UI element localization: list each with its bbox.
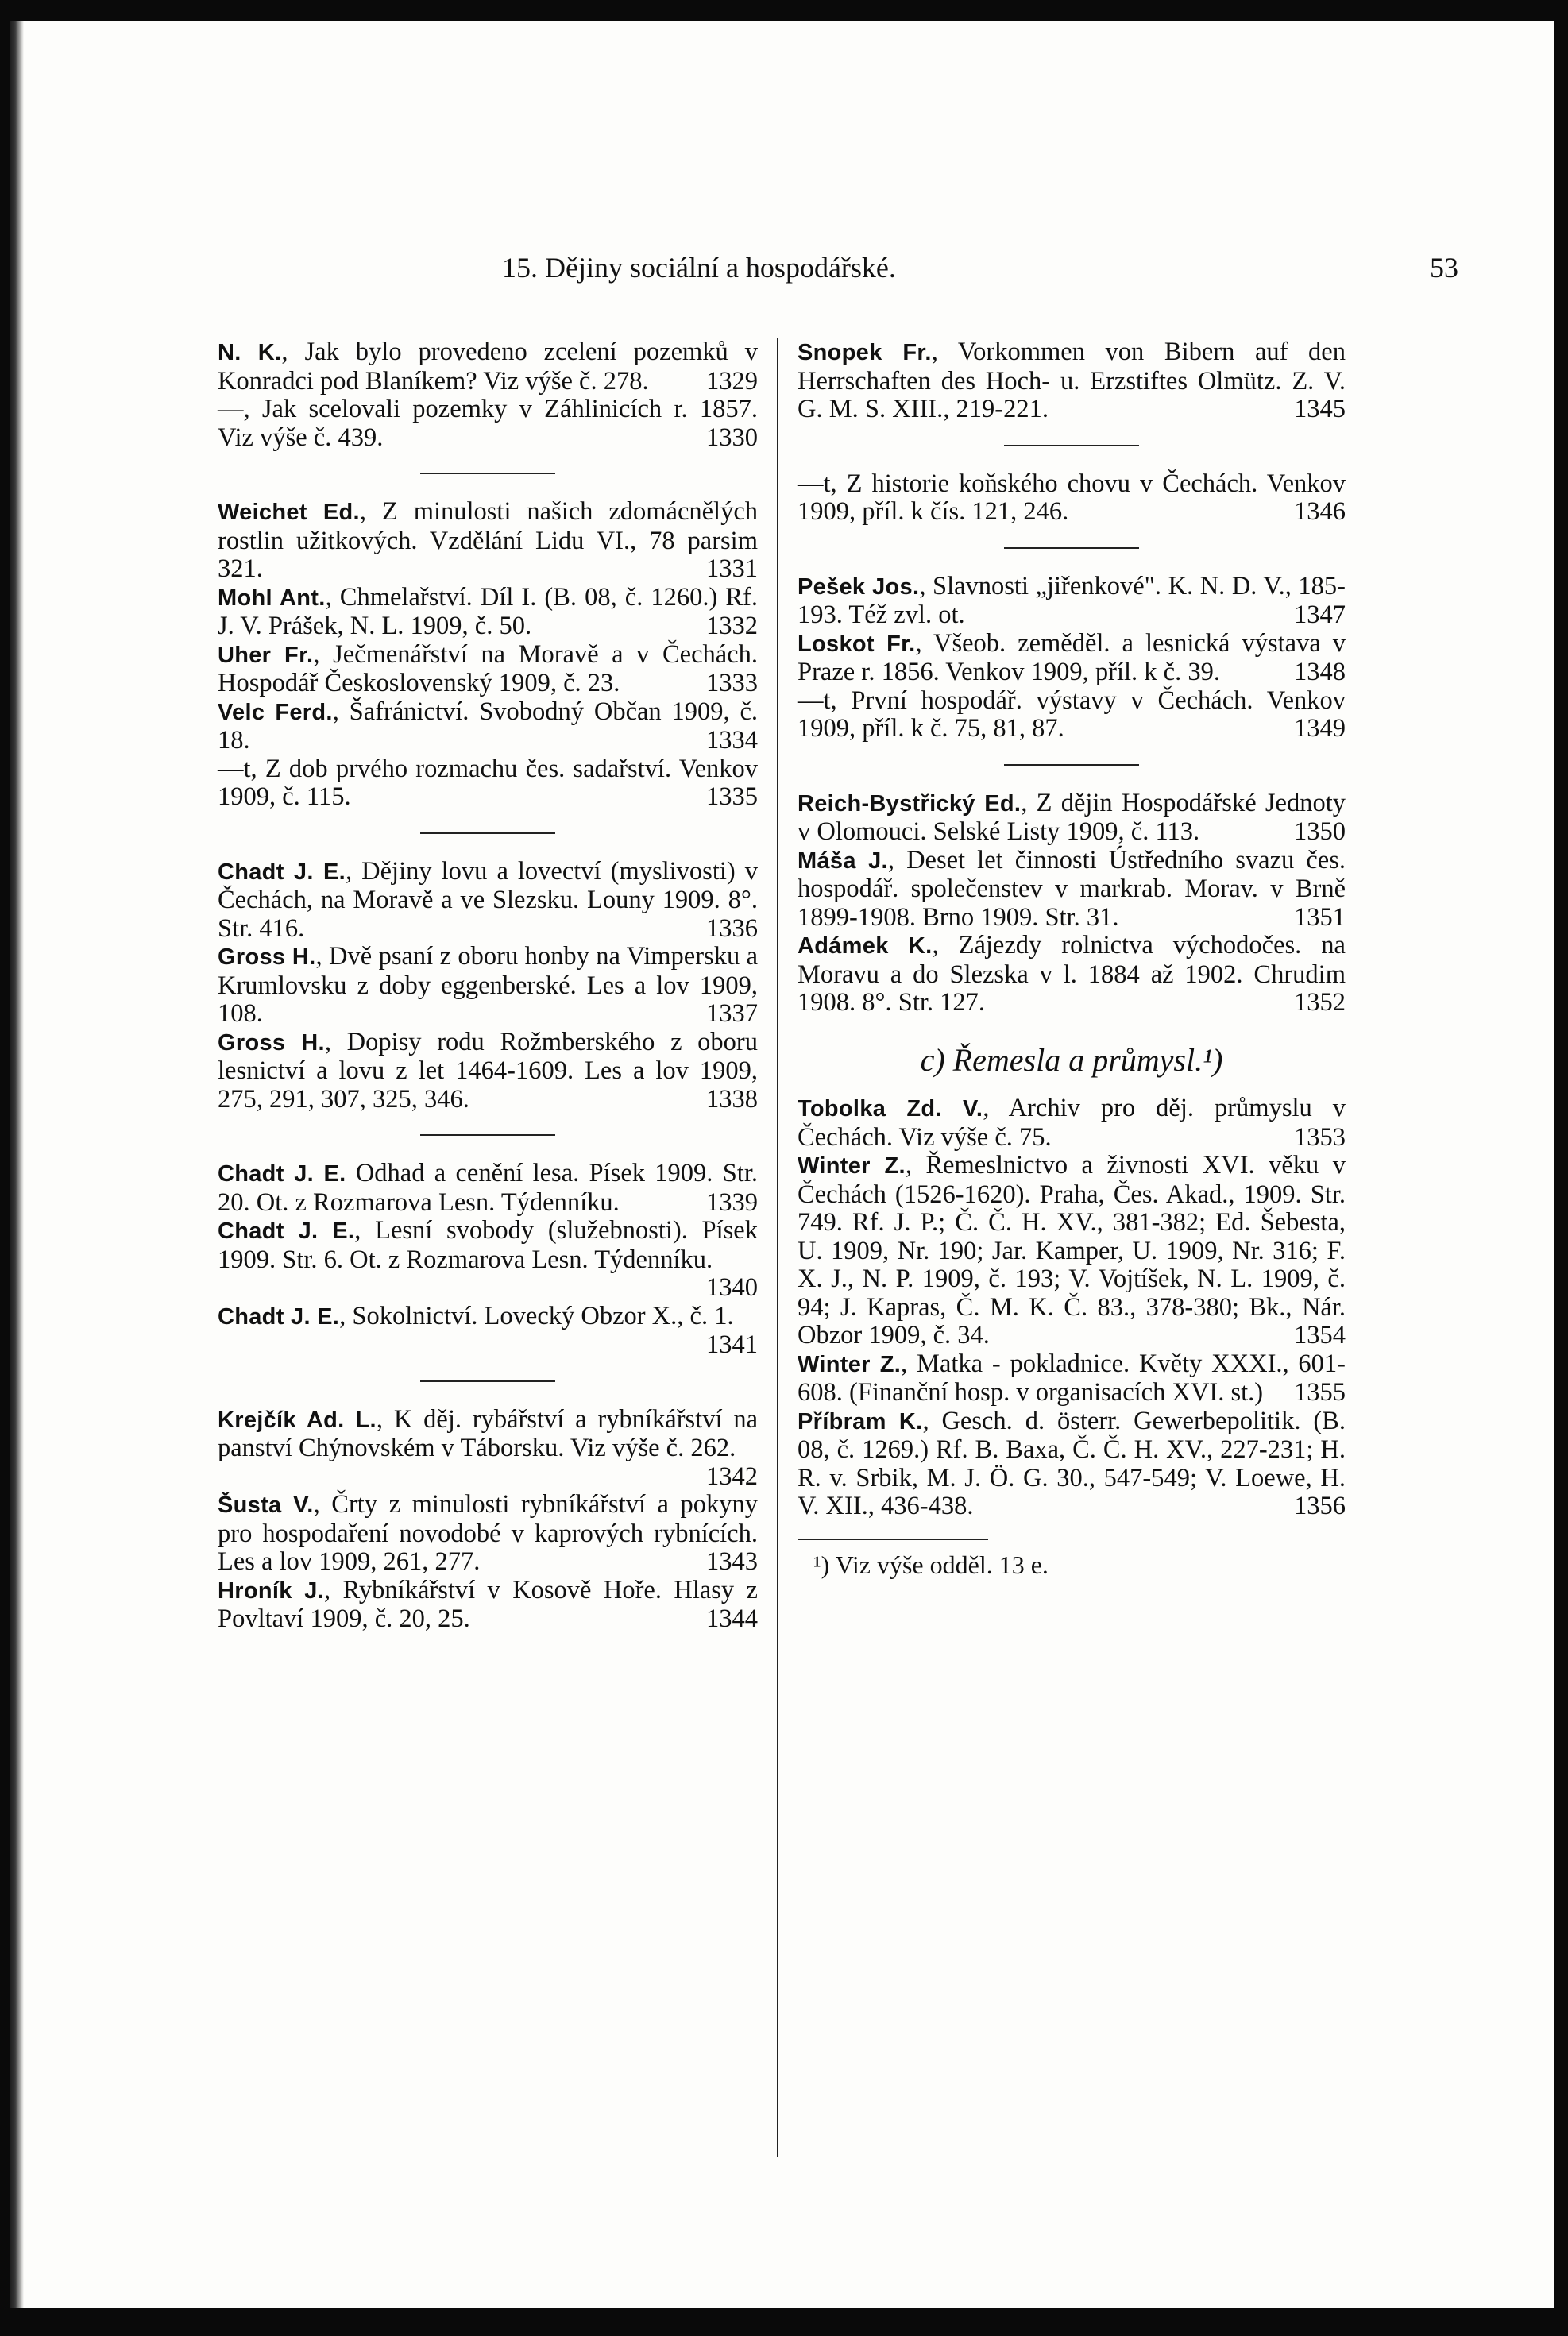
entry-text: , Gesch. d. österr. Gewerbepolitik. (B. 08, č. 1269.) Rf. B. Baxa, Č. Č. H. XV., 227-231; H. R. v. Srbik, M. J. Ö. G. 30., 547-549; V. Loewe, H. V. XII., 436-438. — [798, 1406, 1346, 1520]
entry-author: Snopek Fr. — [798, 340, 932, 365]
bibliography-entry — [218, 1160, 758, 1217]
entry-number: 1356 — [1294, 1492, 1346, 1520]
entry-author: Příbram K. — [798, 1408, 923, 1434]
entry-author: Chadt J. E. — [218, 859, 346, 885]
entry-text: , Dvě psaní z oboru honby na Vimpersku a Krumlovsku z doby eggenberské. Les a lov 1909, 108. — [218, 942, 759, 1028]
entry-author: Winter Z. — [798, 1153, 906, 1179]
page-number: 53 — [1430, 252, 1458, 284]
entry-number: 1331 — [706, 554, 758, 583]
bibliography-entry — [218, 641, 758, 698]
entry-text: , Archiv pro děj. průmyslu v Čechách. Viz výše č. 75. — [798, 1094, 1346, 1152]
bibliography-entry — [218, 584, 758, 641]
entry-text: Odhad a cenění lesa. Písek 1909. Str. 20. Ot. z Rozmarova Lesn. Týdenníku. — [218, 1159, 758, 1217]
bibliography-entry — [798, 790, 1346, 847]
book-spine-shadow — [10, 21, 24, 2308]
bibliography-entry — [798, 338, 1346, 424]
entry-text: , Rybníkářství v Kosově Hoře. Hlasy z Povltaví 1909, č. 20, 25. — [218, 1575, 758, 1633]
entry-number: 1354 — [1294, 1321, 1346, 1349]
entry-text: , Slavnosti „jiřenkové". K. N. D. V., 185-193. Též zvl. ot. — [798, 571, 1346, 629]
entry-number: 1333 — [706, 669, 758, 697]
entry-text: , K děj. rybářství a rybníkářství na panství Chýnovském v Táborsku. Viz výše č. 262. — [218, 1404, 758, 1462]
bibliography-entry — [218, 698, 758, 755]
entry-author: Reich-Bystřický Ed. — [798, 790, 1022, 817]
entry-text: —t, Z dob prvého rozmachu čes. sadařství. Venkov 1909, č. 115. — [218, 754, 758, 811]
entry-author: Mohl Ant. — [218, 585, 326, 611]
bibliography-entry — [798, 630, 1346, 687]
entry-number: 1344 — [706, 1604, 758, 1633]
entry-number: 1343 — [706, 1547, 758, 1576]
entry-number: 1355 — [1294, 1378, 1346, 1407]
bibliography-entry — [218, 1303, 758, 1360]
entry-text: , Matka - pokladnice. Květy XXXI., 601-608. (Finanční hosp. v organisacích XVI. st.) — [798, 1349, 1346, 1407]
entry-author: Krejčík Ad. L. — [218, 1407, 377, 1433]
left-column — [218, 338, 758, 1634]
entry-text: , Z dějin Hospodářské Jednoty v Olomouci. Selské Listy 1909, č. 113. — [798, 788, 1346, 846]
entry-text: , Lesní svobody (služebnosti). Písek 1909. Str. 6. Ot. z Rozmarova Lesn. Týdenníku. — [218, 1216, 758, 1274]
entry-author: Gross H. — [218, 1029, 325, 1056]
footnote: ¹) Viz výše odděl. 13 e. — [813, 1550, 1049, 1579]
bibliography-entry — [218, 943, 758, 1029]
entry-text: , Dopisy rodu Rožmberského z oboru lesnictví a lovu z let 1464-1609. Les a lov 1909, 275, 291, 307, 325, 346. — [218, 1027, 758, 1114]
column-divider — [777, 338, 778, 2157]
section-separator — [420, 1134, 555, 1136]
entry-number: 1341 — [706, 1330, 758, 1359]
section-separator — [1004, 764, 1139, 766]
bibliography-entry — [218, 858, 758, 944]
entry-text: , Chmelařství. Díl I. (B. 08, č. 1260.) Rf. J. V. Prášek, N. L. 1909, č. 50. — [218, 582, 758, 640]
entry-number: 1338 — [706, 1084, 758, 1114]
entry-number: 1353 — [1294, 1122, 1346, 1152]
entry-text: , Vorkommen von Bibern auf den Herrschaften des Hoch- u. Erzstiftes Olmütz. Z. V. G. M. S. XIII., 219-221. — [798, 338, 1346, 423]
entry-author: Máša J. — [798, 848, 888, 874]
bibliography-entry — [798, 1407, 1346, 1521]
right-column — [798, 338, 1346, 1579]
entry-text: , Zájezdy rolnictva východočes. na Moravu a do Slezska v l. 1884 až 1902. Chrudim 1908. 8°. Str. 127. — [798, 931, 1346, 1017]
bibliography-entry — [218, 498, 758, 584]
entry-author: Loskot Fr. — [798, 631, 916, 657]
entry-number: 1348 — [1294, 658, 1346, 686]
entry-number: 1351 — [1294, 902, 1346, 932]
entry-number: 1329 — [706, 366, 758, 396]
entry-author: Winter Z. — [798, 1351, 902, 1377]
entry-author: Uher Fr. — [218, 642, 314, 668]
bibliography-entry — [218, 1491, 758, 1577]
bibliography-entry — [798, 847, 1346, 932]
entry-number: 1334 — [706, 726, 758, 755]
section-separator — [1004, 445, 1139, 446]
entry-author: N. K. — [218, 340, 282, 365]
entry-text: , Deset let činnosti Ústředního svazu čes. hospodář. společenstev v markrab. Morav. v Brně 1899-1908. Brno 1909. Str. 31. — [798, 845, 1346, 932]
entry-text: , Jak bylo provedeno zcelení pozemků v Konradci pod Blaníkem? Viz výše č. 278. — [218, 338, 758, 396]
section-separator — [420, 1380, 555, 1382]
entry-text: —t, Z historie koňského chovu v Čechách. Venkov 1909, příl. k čís. 121, 246. — [798, 469, 1346, 526]
bibliography-entry — [218, 755, 758, 812]
bibliography-entry — [218, 1217, 758, 1303]
document-page — [10, 21, 1554, 2308]
entry-number: 1347 — [1294, 600, 1346, 629]
entry-number: 1350 — [1294, 817, 1346, 846]
bibliography-entry — [218, 396, 758, 452]
section-separator — [1004, 547, 1139, 549]
entry-author: Pešek Jos. — [798, 573, 920, 600]
entry-number: 1336 — [706, 913, 758, 943]
section-separator — [420, 832, 555, 834]
bibliography-entry — [798, 470, 1346, 527]
running-title: 15. Dějiny sociální a hospodářské. — [502, 252, 896, 284]
entry-author: Weichet Ed. — [218, 500, 360, 525]
bibliography-entry — [218, 1577, 758, 1634]
bibliography-entry — [798, 1350, 1346, 1407]
section-separator — [420, 473, 555, 474]
entry-author: Chadt J. E. — [218, 1303, 340, 1330]
entry-number: 1330 — [706, 423, 758, 452]
entry-number: 1346 — [1294, 497, 1346, 526]
entry-number: 1337 — [706, 999, 758, 1028]
entry-number: 1342 — [706, 1461, 758, 1491]
entry-author: Gross H. — [218, 944, 316, 970]
entry-number: 1335 — [706, 782, 758, 811]
bibliography-entry — [798, 573, 1346, 630]
entry-text: , Z minulosti našich zdomácnělých rostlin užitkových. Vzdělání Lidu VI., 78 parsim 321. — [218, 497, 759, 583]
entry-author: Velc Ferd. — [218, 699, 333, 725]
entry-text: , Črty z minulosti rybníkářství a pokyny pro hospodaření novodobé v kaprových rybnících. Les a lov 1909, 261, 277. — [218, 1490, 758, 1576]
entry-text: , Šafránictví. Svobodný Občan 1909, č. 18. — [218, 697, 759, 755]
bibliography-entry — [218, 338, 758, 396]
section-heading: c) Řemesla a průmysl.¹) — [920, 1041, 1223, 1078]
bibliography-entry — [218, 1029, 758, 1114]
entry-number: 1345 — [1294, 395, 1346, 423]
entry-author: Hroník J. — [218, 1577, 325, 1604]
entry-text: , Všeob. zeměděl. a lesnická výstava v Praze r. 1856. Venkov 1909, příl. k č. 39. — [798, 628, 1346, 686]
entry-number: 1352 — [1294, 988, 1346, 1017]
entry-author: Adámek K. — [798, 933, 933, 959]
entry-author: Šusta V. — [218, 1492, 314, 1518]
bibliography-entry — [218, 1406, 758, 1492]
entry-author: Chadt J. E. — [218, 1218, 355, 1244]
entry-text: , Sokolnictví. Lovecký Obzor X., č. 1. — [339, 1301, 734, 1330]
entry-text: , Ječmenářství na Moravě a v Čechách. Hospodář Československý 1909, č. 23. — [218, 639, 758, 697]
entry-number: 1340 — [706, 1273, 758, 1302]
bibliography-entry — [798, 932, 1346, 1017]
bibliography-entry — [798, 1095, 1346, 1152]
entry-author: Tobolka Zd. V. — [798, 1096, 983, 1122]
entry-number: 1349 — [1294, 714, 1346, 743]
entry-number: 1332 — [706, 612, 758, 640]
entry-author: Chadt J. E. — [218, 1161, 346, 1187]
entry-number: 1339 — [706, 1187, 758, 1217]
bibliography-entry — [798, 1152, 1346, 1350]
footnote-rule — [798, 1539, 988, 1540]
entry-text: , Dějiny lovu a lovectví (myslivosti) v Čechách, na Moravě a ve Slezsku. Louny 1909. 8°. Str. 416. — [218, 856, 758, 943]
bibliography-entry — [798, 687, 1346, 743]
entry-text: —t, První hospodář. výstavy v Čechách. Venkov 1909, příl. k č. 75, 81, 87. — [798, 685, 1346, 743]
entry-text: , Řemeslnictvo a živnosti XVI. věku v Čechách (1526-1620). Praha, Čes. Akad., 1909. Str. 749. Rf. J. P.; Č. Č. H. XV., 381-382; Ed. Šebesta, U. 1909, Nr. 190; Jar. Kamper, U. 1909, Nr. 316; F. X. J., N. P. 1909, č. 193; V. Vojtíšek, N. L. 1909, č. 94; J. Kapras, Č. M. K. Č. 83., 378-380; Bk., Nár. Obzor 1909, č. 34. — [798, 1151, 1346, 1349]
entry-text: —, Jak scelovali pozemky v Záhlinicích r. 1857. Viz výše č. 439. — [218, 395, 758, 452]
